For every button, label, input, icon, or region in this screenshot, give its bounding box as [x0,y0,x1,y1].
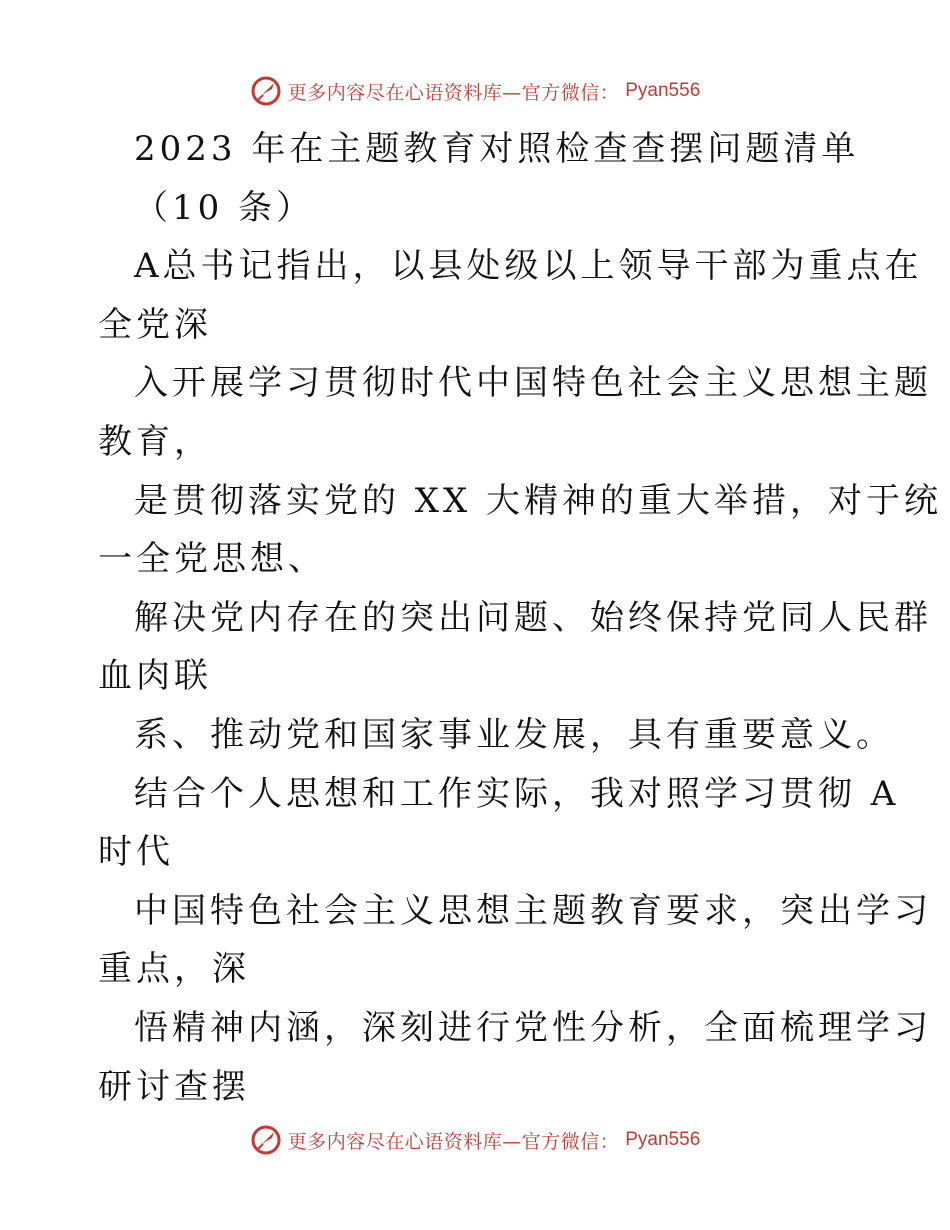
paragraph-line: 解决党内存在的突出问题、始终保持党同人民群 [134,597,932,638]
paragraph-line: 全党深 [98,304,212,345]
paragraph-line: 入开展学习贯彻时代中国特色社会主义思想主题 [134,363,932,404]
document-subtitle: （10 条） [134,187,315,228]
paragraph-line: A总书记指出，以县处级以上领导干部为重点在 [134,246,923,287]
watermark-text: 更多内容尽在心语资料库—官方微信： [287,81,620,104]
paragraph-line: 研讨查摆 [98,1066,250,1107]
paragraph-line: 血肉联 [98,656,212,697]
paragraph-line: 中国特色社会主义思想主题教育要求，突出学习 [134,890,932,931]
paragraph-line: 一全党思想、 [98,539,326,580]
watermark-text: 更多内容尽在心语资料库—官方微信： [287,1130,620,1153]
paragraph-line: 教育， [98,421,212,462]
document-body [98,120,943,1116]
footer-watermark [0,1123,950,1157]
header-watermark [0,74,950,108]
paragraph-line: 时代 [98,832,174,873]
document-title: 2023 年在主题教育对照检查查摆问题清单 [134,129,860,169]
paragraph-line: 重点，深 [98,949,250,990]
paragraph-line: 悟精神内涵，深刻进行党性分析，全面梳理学习 [134,1007,932,1048]
watermark-wechat-id: Pyan556 [625,1129,701,1150]
paragraph-line: 结合个人思想和工作实际，我对照学习贯彻 A [134,773,900,814]
quill-pen-logo-icon [250,1124,282,1156]
watermark-wechat-id: Pyan556 [625,80,701,101]
quill-pen-logo-icon [250,75,282,107]
paragraph-line: 是贯彻落实党的 XX 大精神的重大举措，对于统 [134,480,943,521]
paragraph-line: 系、推动党和国家事业发展，具有重要意义。 [134,714,894,755]
